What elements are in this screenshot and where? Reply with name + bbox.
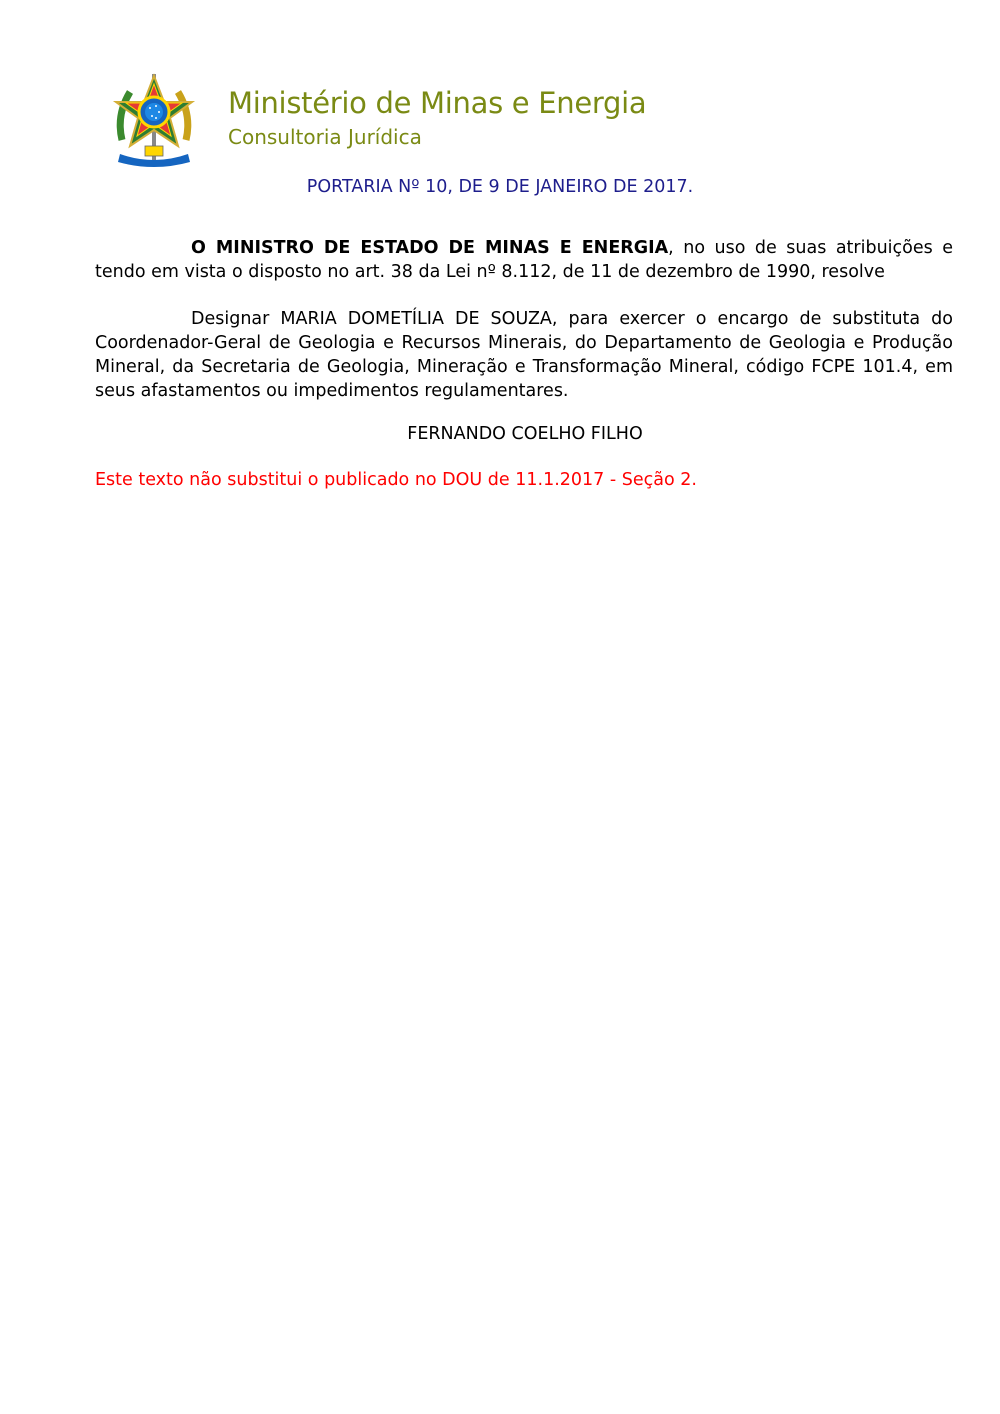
- signature: FERNANDO COELHO FILHO: [407, 424, 643, 444]
- preamble-text: , no uso de suas atribuições e tendo em vista o disposto no art. 38 da Lei nº 8.112, de 11 de dezembro de 1990, resolve: [95, 238, 954, 282]
- body-paragraph: [95, 307, 953, 403]
- brazil-coat-of-arms-icon: [112, 70, 196, 170]
- disclaimer-note: Este texto não substitui o publicado no DOU de 11.1.2017 - Seção 2.: [95, 470, 697, 490]
- preamble-authority: O MINISTRO DE ESTADO DE MINAS E ENERGIA: [191, 238, 669, 258]
- department-name: Consultoria Jurídica: [228, 125, 422, 149]
- preamble-paragraph: [95, 236, 953, 284]
- document-title: PORTARIA Nº 10, DE 9 DE JANEIRO DE 2017.: [306, 177, 694, 197]
- ministry-name: Ministério de Minas e Energia: [228, 86, 647, 120]
- body-text: Designar MARIA DOMETÍLIA DE SOUZA, para exercer o encargo de substituta do Coordenador-Geral de Geologia e Recursos Minerais, do Departamento de Geologia e Produção Mineral, da Secretaria de Geologia, Mineração e Transformação Mineral, código FCPE 101.4, em seus afastamentos ou impedimentos regulamentares.: [95, 309, 953, 401]
